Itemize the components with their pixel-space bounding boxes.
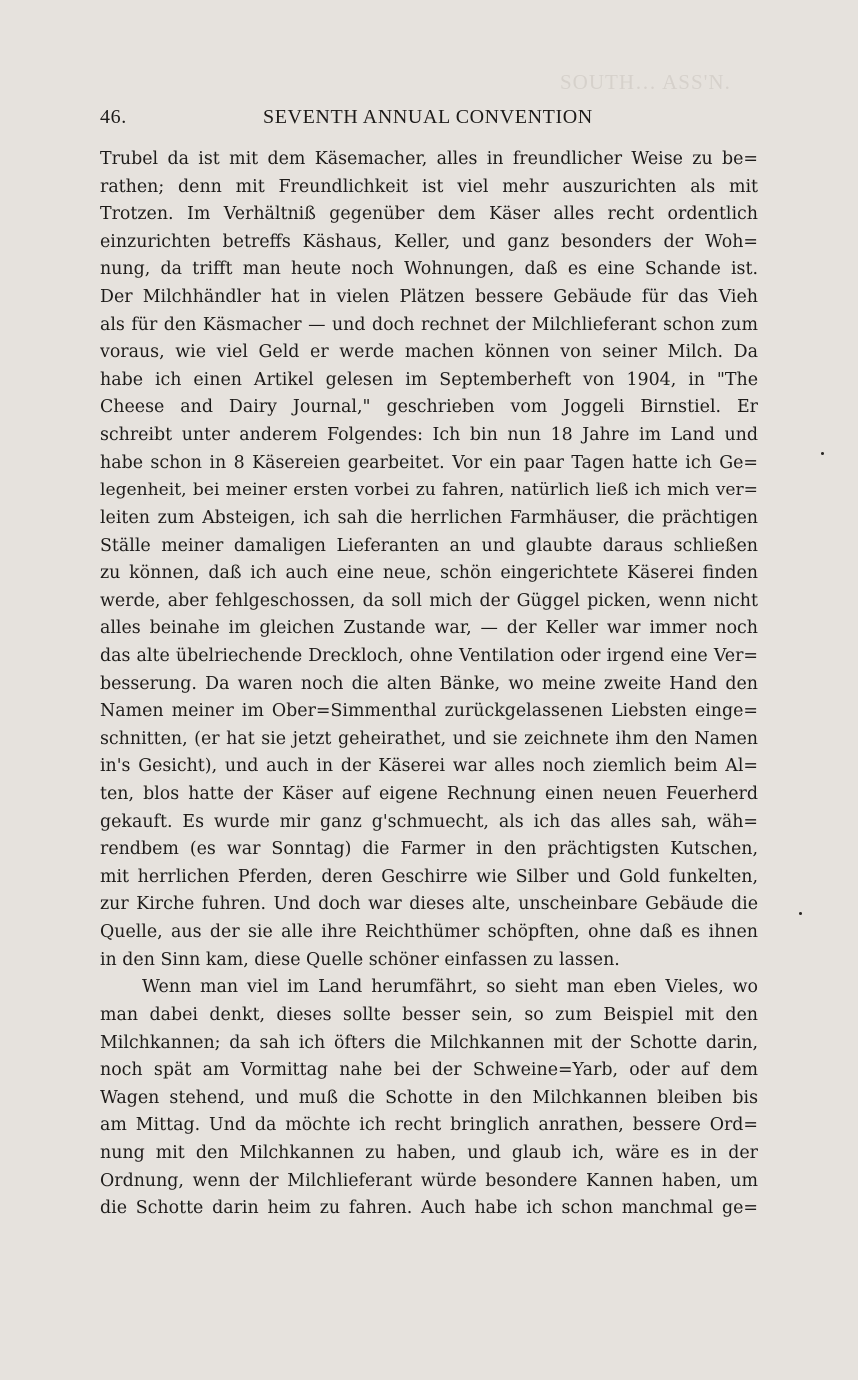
text-line: gekauft. Es wurde mir ganz g'schmuecht, als ich das alles sah, wäh= — [100, 811, 758, 832]
text-line: legenheit, bei meiner ersten vorbei zu fahren, natürlich ließ ich mich ver= — [100, 480, 758, 501]
text-line: Milchkannen; da sah ich öfters die Milchkannen mit der Schotte darin, — [100, 1032, 758, 1053]
text-line: schreibt unter anderem Folgendes: Ich bin nun 18 Jahre im Land und — [100, 425, 758, 446]
text-line: voraus, wie viel Geld er werde machen können von seiner Milch. Da — [100, 342, 758, 363]
text-line: habe ich einen Artikel gelesen im Septemberheft von 1904, in "The — [100, 369, 758, 390]
text-line: noch spät am Vormittag nahe bei der Schweine=Yarb, oder auf dem — [100, 1060, 758, 1081]
text-line: besserung. Da waren noch die alten Bänke, wo meine zweite Hand den — [100, 673, 758, 694]
text-line: rendbem (es war Sonntag) die Farmer in den prächtigsten Kutschen, — [100, 839, 758, 860]
text-line: habe schon in 8 Käsereien gearbeitet. Vor ein paar Tagen hatte ich Ge= — [100, 452, 758, 473]
text-line: Trubel da ist mit dem Käsemacher, alles in freundlicher Weise zu be= — [100, 149, 758, 169]
text-line: Cheese and Dairy Journal," geschrieben vom Joggeli Birnstiel. Er — [100, 397, 758, 418]
text-line: am Mittag. Und da möchte ich recht bringlich anrathen, bessere Ord= — [100, 1115, 758, 1136]
text-line: alles beinahe im gleichen Zustande war, — der Keller war immer noch — [100, 618, 758, 639]
running-head: SEVENTH ANNUAL CONVENTION — [263, 106, 593, 128]
text-line: Der Milchhändler hat in vielen Plätzen bessere Gebäude für das Vieh — [100, 287, 758, 308]
text-line: Quelle, aus der sie alle ihre Reichthümer schöpften, ohne daß es ihnen — [100, 922, 758, 943]
ink-speck — [821, 452, 824, 455]
text-line: mit herrlichen Pferden, deren Geschirre wie Silber und Gold funkelten, — [100, 866, 758, 887]
page-number: 46. — [100, 106, 127, 128]
show-through-text: SOUTH… ASS'N. — [560, 70, 731, 94]
text-line: zur Kirche fuhren. Und doch war dieses alte, unscheinbare Gebäude die — [100, 894, 758, 915]
text-line: zu können, daß ich auch eine neue, schön eingerichtete Käserei finden — [100, 563, 758, 584]
text-line: in's Gesicht), und auch in der Käserei war alles noch ziemlich beim Al= — [100, 756, 758, 777]
text-line: werde, aber fehlgeschossen, da soll mich der Güggel picken, wenn nicht — [100, 590, 758, 611]
text-line: schnitten, (er hat sie jetzt geheirathet, und sie zeichnete ihm den Namen — [100, 728, 758, 749]
text-line: man dabei denkt, dieses sollte besser sein, so zum Beispiel mit den — [100, 1004, 758, 1025]
text-line: Namen meiner im Ober=Simmenthal zurückgelassenen Liebsten einge= — [100, 701, 758, 722]
text-line: leiten zum Absteigen, ich sah die herrlichen Farmhäuser, die prächtigen — [100, 507, 758, 528]
text-line: einzurichten betreffs Käshaus, Keller, und ganz besonders der Woh= — [100, 231, 758, 252]
text-line: Ordnung, wenn der Milchlieferant würde besondere Kannen haben, um — [100, 1170, 758, 1191]
text-line: Wagen stehend, und muß die Schotte in den Milchkannen bleiben bis — [100, 1087, 758, 1108]
text-line: in den Sinn kam, diese Quelle schöner einfassen zu lassen. — [100, 949, 620, 970]
body-text — [100, 146, 758, 1223]
text-line: Trotzen. Im Verhältniß gegenüber dem Käser alles recht ordentlich — [100, 204, 758, 225]
text-line: das alte übelriechende Dreckloch, ohne Ventilation oder irgend eine Ver= — [100, 645, 758, 666]
text-line: als für den Käsmacher — und doch rechnet der Milchlieferant schon zum — [100, 314, 758, 335]
text-line: ten, blos hatte der Käser auf eigene Rechnung einen neuen Feuerherd — [100, 784, 758, 805]
ink-speck — [799, 912, 802, 915]
text-line: nung mit den Milchkannen zu haben, und glaub ich, wäre es in der — [100, 1142, 758, 1163]
text-line: die Schotte darin heim zu fahren. Auch habe ich schon manchmal ge= — [100, 1198, 758, 1219]
page-header — [100, 106, 758, 134]
text-line: Wenn man viel im Land herumfährt, so sieht man eben Vieles, wo — [142, 977, 758, 998]
text-line: nung, da trifft man heute noch Wohnungen, daß es eine Schande ist. — [100, 259, 758, 280]
text-line: Ställe meiner damaligen Lieferanten an und glaubte daraus schließen — [100, 535, 758, 556]
text-line: rathen; denn mit Freundlichkeit ist viel mehr auszurichten als mit — [100, 176, 758, 197]
